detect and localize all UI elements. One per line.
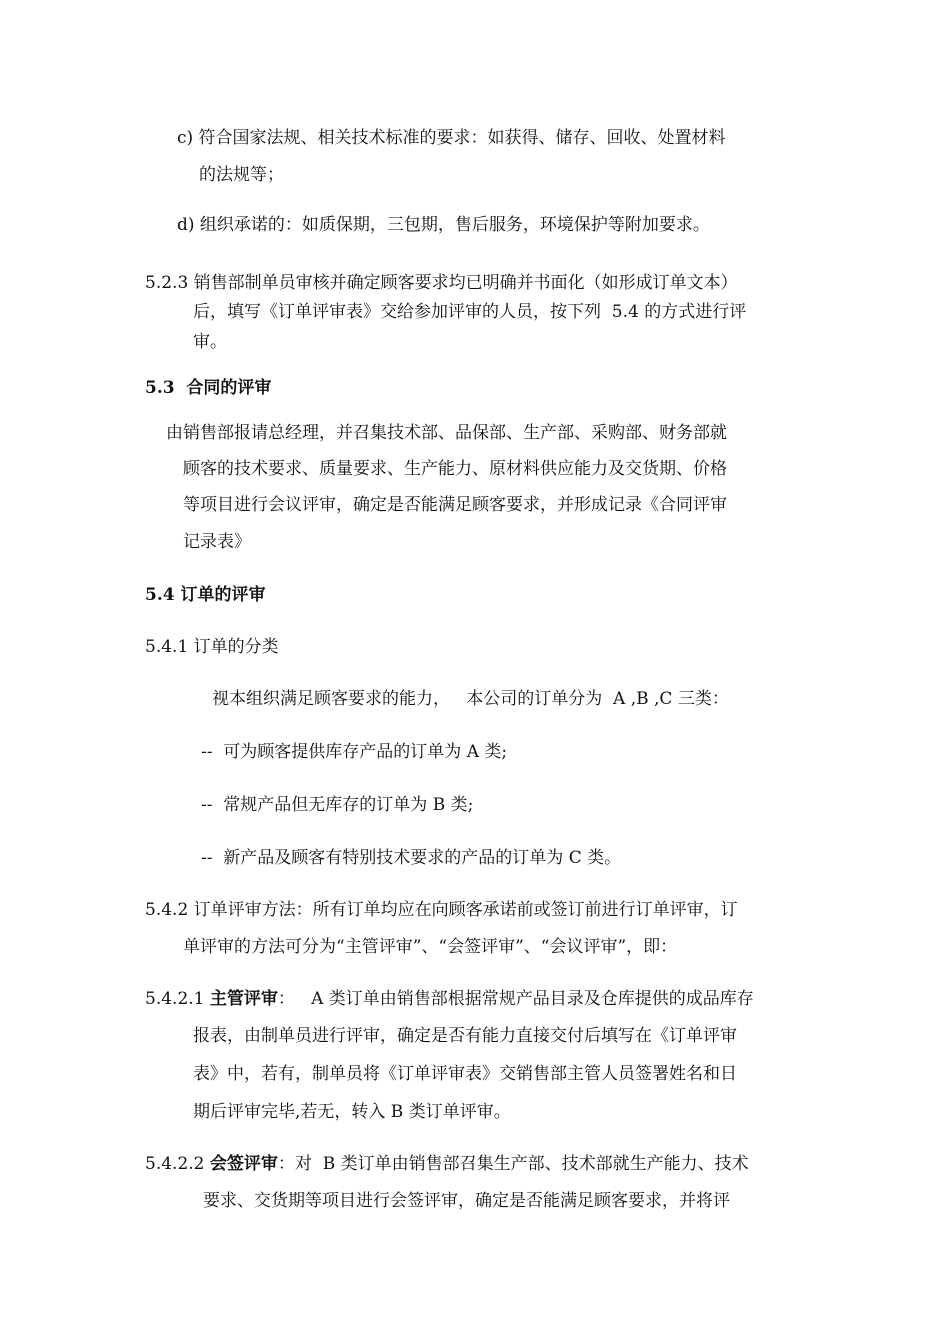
section-number: 5.4.2.2 [145, 1154, 210, 1174]
section-5-4-2-2-line-1 [145, 1153, 749, 1175]
section-5-4-2-1-line-4: 期后评审完毕,若无，转入 B 类订单评审。 [193, 1102, 511, 1122]
bold-term: 主管评审 [209, 989, 278, 1009]
para-5-4-1: 视本组织满足顾客要求的能力， 本公司的订单分为 A ,B ,C 三类： [212, 689, 729, 709]
para-5-3-line-3: 等项目进行会议评审，确定是否能满足顾客要求，并形成记录《合同评审 [183, 495, 727, 515]
section-5-2-3-line-1: 5.2.3 销售部制单员审核并确定顾客要求均已明确并书面化（如形成订单文本） [145, 273, 738, 293]
section-5-2-3-line-3: 审。 [193, 332, 227, 352]
class-c-item: -- 新产品及顾客有特别技术要求的产品的订单为 C 类。 [201, 848, 622, 868]
line-text: ：对 B 类订单由销售部召集生产部、技术部就生产能力、技术 [277, 1154, 749, 1174]
para-5-3-line-4: 记录表》 [183, 532, 251, 552]
bold-term: 会签评审 [209, 1154, 278, 1174]
item-d: d) 组织承诺的：如质保期，三包期，售后服务，环境保护等附加要求。 [177, 215, 710, 235]
class-b-item: -- 常规产品但无库存的订单为 B 类; [201, 795, 474, 815]
section-5-4-2-line-2: 单评审的方法可分为“主管评审”、“会签评审”、“会议评审”，即： [183, 937, 678, 957]
section-5-4-2-1-line-1 [145, 988, 754, 1010]
line-text: ： A 类订单由销售部根据常规产品目录及仓库提供的成品库存 [277, 989, 754, 1009]
heading-5-3: 5.3 合同的评审 [145, 378, 272, 398]
section-5-4-1: 5.4.1 订单的分类 [145, 637, 279, 657]
section-number: 5.4.2.1 [145, 989, 210, 1009]
para-5-3-line-2: 顾客的技术要求、质量要求、生产能力、原材料供应能力及交货期、价格 [183, 459, 727, 479]
section-5-4-2-line-1: 5.4.2 订单评审方法：所有订单均应在向顾客承诺前或签订前进行订单评审，订 [145, 900, 738, 920]
section-5-4-2-1-line-3: 表》中，若有，制单员将《订单评审表》交销售部主管人员签署姓名和日 [193, 1064, 737, 1084]
item-c-line-1: c) 符合国家法规、相关技术标准的要求：如获得、储存、回收、处置材料 [177, 128, 726, 148]
section-5-4-2-2-line-2: 要求、交货期等项目进行会签评审，确定是否能满足顾客要求，并将评 [203, 1191, 730, 1211]
section-5-4-2-1-line-2: 报表，由制单员进行评审，确定是否有能力直接交付后填写在《订单评审 [193, 1026, 737, 1046]
section-5-2-3-line-2: 后，填写《订单评审表》交给参加评审的人员，按下列 5.4 的方式进行评 [193, 302, 747, 322]
heading-5-4: 5.4 订单的评审 [145, 585, 266, 605]
class-a-item: -- 可为顾客提供库存产品的订单为 A 类; [201, 742, 508, 762]
item-c-line-2: 的法规等； [199, 165, 284, 185]
para-5-3-line-1: 由销售部报请总经理，并召集技术部、品保部、生产部、采购部、财务部就 [166, 423, 727, 443]
